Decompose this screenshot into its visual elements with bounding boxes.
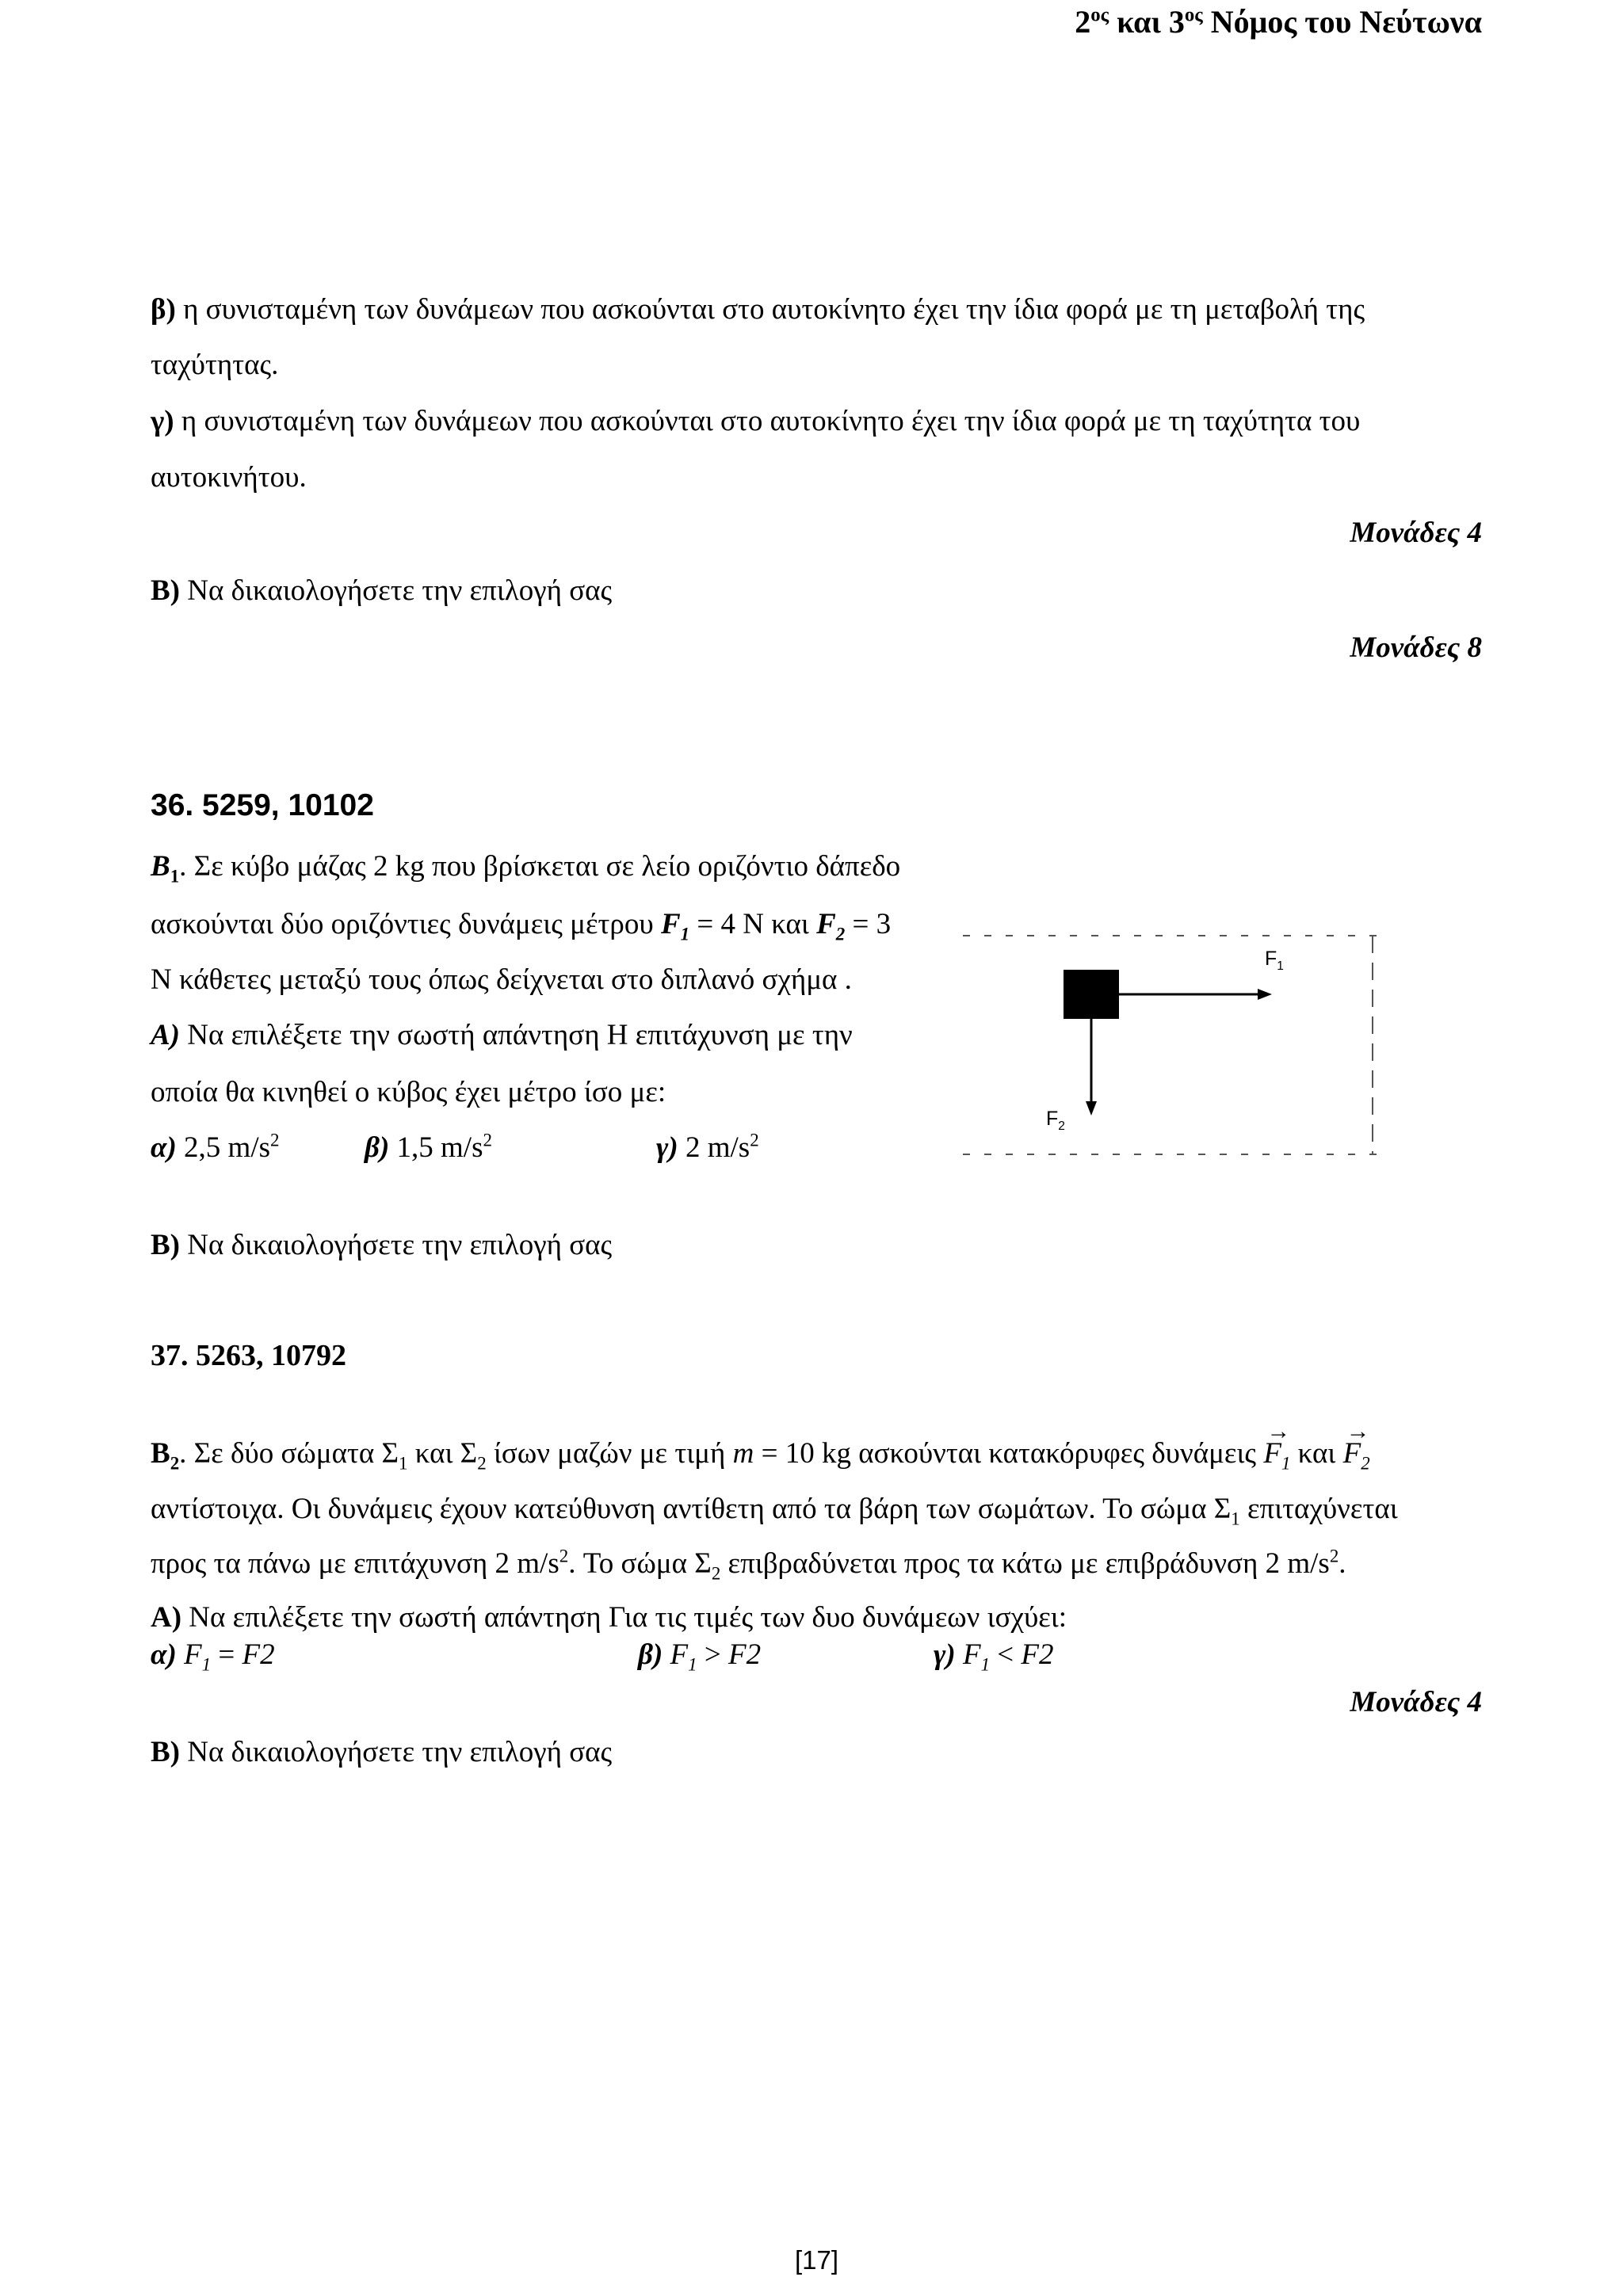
q36-justify-text: Να δικαιολογήσετε την επιλογή σας bbox=[180, 1229, 613, 1261]
q37-opt-b-op: > bbox=[697, 1638, 728, 1671]
q37-line2 bbox=[151, 1493, 1398, 1529]
option-b-label: β) bbox=[151, 293, 176, 326]
q36-line2-a: ασκούνται δύο οριζόντιες δυνάμεις μέτρου bbox=[151, 908, 661, 940]
q37-justify-text: Να δικαιολογήσετε την επιλογή σας bbox=[180, 1736, 613, 1768]
q37-opt-b-f1: F bbox=[670, 1638, 689, 1671]
option-c-line2: αυτοκινήτου. bbox=[151, 461, 307, 494]
q36-line2-c: = 3 bbox=[845, 908, 892, 940]
q37-line2-end: επιταχύνεται bbox=[1239, 1493, 1398, 1525]
q36-option-b bbox=[365, 1130, 492, 1164]
q36-opt-b-value: 1,5 m/s bbox=[389, 1131, 483, 1164]
q37-option-a bbox=[151, 1638, 275, 1675]
option-c-text: η συνισταμένη των δυνάμεων που ασκούνται στο αυτοκίνητο έχει την ίδια φορά με τη ταχύτητα του bbox=[174, 405, 1361, 437]
page-number: [17] bbox=[795, 2245, 839, 2275]
justify-line bbox=[151, 576, 612, 605]
q37-opt-a-f1-sub: 1 bbox=[201, 1654, 212, 1675]
justify-label: Β) bbox=[151, 574, 180, 607]
q37-opt-a-f1: F bbox=[184, 1638, 202, 1671]
q37-b-sub: 2 bbox=[170, 1453, 180, 1474]
q37-line1 bbox=[151, 1437, 1370, 1474]
f1-label bbox=[1265, 948, 1284, 971]
q36-opt-b-label: β) bbox=[365, 1131, 390, 1164]
q37-l1-s1: 1 bbox=[399, 1453, 408, 1474]
q37-l3-sup: 2 bbox=[559, 1546, 569, 1566]
q37-part-a bbox=[151, 1603, 1067, 1632]
header-ord1-sup: ος bbox=[1090, 4, 1109, 26]
q37-l1-b: και Σ bbox=[407, 1437, 478, 1470]
option-b-text: η συνισταμένη των δυνάμεων που ασκούνται στο αυτοκίνητο έχει την ίδια φορά με τη μεταβολή της bbox=[175, 293, 1365, 326]
q36-f1-sub: 1 bbox=[680, 924, 690, 944]
f2-letter: F bbox=[1046, 1108, 1059, 1130]
q36-opt-b-sup: 2 bbox=[483, 1130, 492, 1150]
q36-line3: Ν κάθετες μεταξύ τους όπως δείχνεται στο διπλανό σχήμα . bbox=[151, 963, 852, 996]
option-b-line2: ταχύτητας. bbox=[151, 349, 279, 381]
q37-b-label: Β bbox=[151, 1437, 170, 1470]
q37-opt-c-f2: F2 bbox=[1021, 1638, 1054, 1671]
q37-a-label: Α) bbox=[151, 1601, 182, 1634]
header-ord1: 2 bbox=[1075, 4, 1091, 40]
q37-l1-s2: 2 bbox=[477, 1453, 487, 1474]
justify-text: Να δικαιολογήσετε την επιλογή σας bbox=[180, 574, 613, 607]
q37-line2-text: αντίστοιχα. Οι δυνάμεις έχουν κατεύθυνση αντίθετη από τα βάρη των σωμάτων. Το σώμα Σ bbox=[151, 1493, 1232, 1525]
q37-opt-a-label: α) bbox=[151, 1638, 177, 1671]
q36-a-label: Α) bbox=[151, 1019, 180, 1051]
q36-opt-c-value: 2 m/s bbox=[678, 1131, 750, 1164]
q37-l1-c: ίσων μαζών με τιμή bbox=[486, 1437, 733, 1470]
q36-opt-a-label: α) bbox=[151, 1131, 177, 1164]
cube bbox=[1064, 970, 1119, 1019]
q36-f2-sub: 2 bbox=[835, 924, 846, 944]
q36-option-c bbox=[656, 1130, 759, 1164]
q36-f2: F bbox=[816, 908, 836, 940]
q36-line1-text: . Σε κύβο μάζας 2 kg που βρίσκεται σε λείο οριζόντιο δάπεδο bbox=[179, 850, 901, 883]
q37-vec-f1-sub: 1 bbox=[1281, 1453, 1291, 1474]
q37-l1-d: = 10 kg ασκούνται κατακόρυφες δυνάμεις bbox=[754, 1437, 1264, 1470]
q37-justify bbox=[151, 1737, 612, 1767]
q37-opt-c-label: γ) bbox=[934, 1638, 956, 1671]
header-ord2-sup: ος bbox=[1184, 4, 1203, 26]
q37-m: m bbox=[732, 1437, 754, 1470]
q37-l3-d: . bbox=[1338, 1547, 1346, 1580]
q36-a-text: Να επιλέξετε την σωστή απάντηση Η επιτάχυνση με την bbox=[180, 1019, 853, 1051]
q37-opt-b-f1-sub: 1 bbox=[688, 1654, 697, 1675]
q37-marks: Μονάδες 4 bbox=[1350, 1686, 1482, 1718]
q36-justify bbox=[151, 1230, 612, 1260]
f2-sub: 2 bbox=[1058, 1119, 1065, 1133]
q37-vec-f2: → F bbox=[1343, 1439, 1361, 1468]
q37-opt-b-label: β) bbox=[638, 1638, 663, 1671]
q37-a-text: Να επιλέξετε την σωστή απάντηση Για τις τιμές των δυο δυνάμεων ισχύει: bbox=[181, 1601, 1067, 1634]
q37-line3 bbox=[151, 1546, 1346, 1584]
q37-l1-a: . Σε δύο σώματα Σ bbox=[179, 1437, 399, 1470]
q37-opt-c-f1-sub: 1 bbox=[980, 1654, 991, 1675]
q37-opt-c-f1: F bbox=[962, 1638, 981, 1671]
q36-opt-a-sup: 2 bbox=[270, 1130, 280, 1150]
q36-b-sub: 1 bbox=[170, 866, 180, 887]
q36-line1 bbox=[151, 850, 901, 887]
q36-line2-b: = 4 Ν και bbox=[689, 908, 817, 940]
option-c-label: γ) bbox=[151, 405, 174, 437]
option-b-line1 bbox=[151, 295, 1365, 324]
f2-arrowhead bbox=[1086, 1101, 1097, 1116]
force-diagram bbox=[955, 919, 1395, 1173]
q36-justify-label: Β) bbox=[151, 1229, 180, 1261]
q37-l3-c: επιβραδύνεται προς τα κάτω με επιβράδυνση 2 m/s bbox=[720, 1547, 1330, 1580]
q37-l1-e: και bbox=[1290, 1437, 1343, 1470]
f2-label bbox=[1046, 1108, 1065, 1131]
header-and: και 3 bbox=[1109, 4, 1185, 40]
q36-f1: F bbox=[660, 908, 681, 940]
q36-opt-c-label: γ) bbox=[656, 1131, 678, 1164]
q36-b-label: Β bbox=[151, 850, 170, 883]
q37-opt-a-op: = bbox=[211, 1638, 242, 1671]
q37-line2-sub: 1 bbox=[1231, 1508, 1240, 1529]
question-37-title: 37. 5263, 10792 bbox=[151, 1339, 346, 1372]
q37-opt-a-f2: F2 bbox=[242, 1638, 275, 1671]
q37-vec-f1: → F bbox=[1263, 1439, 1281, 1468]
q37-justify-label: Β) bbox=[151, 1736, 180, 1768]
header-title: Νόμος του Νεύτωνα bbox=[1202, 4, 1482, 40]
q36-opt-a-value: 2,5 m/s bbox=[176, 1131, 271, 1164]
q36-part-a bbox=[151, 1020, 853, 1050]
q37-l3-sup2: 2 bbox=[1329, 1546, 1339, 1566]
f1-letter: F bbox=[1265, 948, 1277, 970]
q36-line2 bbox=[151, 908, 892, 944]
q37-vec-f2-sub: 2 bbox=[1361, 1453, 1370, 1474]
option-c-line1 bbox=[151, 406, 1360, 436]
page-header bbox=[1075, 6, 1482, 38]
f1-sub: 1 bbox=[1277, 959, 1284, 973]
q37-opt-c-op: < bbox=[990, 1638, 1022, 1671]
q37-l3-a: προς τα πάνω με επιτάχυνση 2 m/s bbox=[151, 1547, 559, 1580]
q37-opt-b-f2: F2 bbox=[727, 1638, 762, 1671]
f1-arrowhead bbox=[1258, 989, 1272, 1000]
q37-l3-sub: 2 bbox=[711, 1563, 721, 1584]
marks-8: Μονάδες 8 bbox=[1350, 631, 1482, 664]
question-36-title: 36. 5259, 10102 bbox=[151, 788, 374, 822]
q37-option-b bbox=[638, 1638, 762, 1675]
marks-4: Μονάδες 4 bbox=[1350, 517, 1482, 549]
q36-opt-c-sup: 2 bbox=[750, 1130, 759, 1150]
q37-option-c bbox=[934, 1638, 1054, 1675]
q37-l3-b: . Το σώμα Σ bbox=[568, 1547, 712, 1580]
q36-option-a bbox=[151, 1130, 280, 1164]
q36-part-a-line2: οποία θα κινηθεί ο κύβος έχει μέτρο ίσο με: bbox=[151, 1076, 666, 1108]
